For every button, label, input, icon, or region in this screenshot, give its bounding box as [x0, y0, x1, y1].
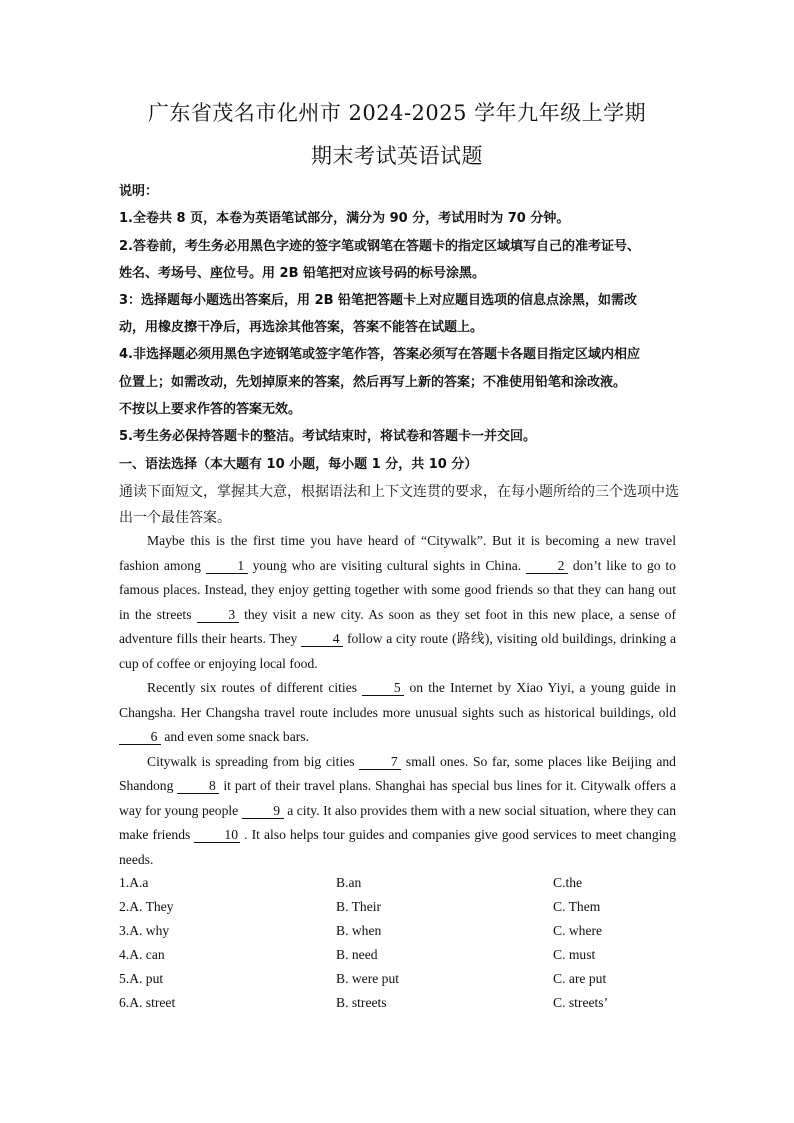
instruction-line: 1.全卷共 8 页，本卷为英语笔试部分，满分为 90 分，考试用时为 70 分钟。 — [119, 211, 570, 226]
blank-10: 10 — [194, 828, 240, 843]
passage-paragraph-3: Citywalk is spreading from big cities 7 small ones. So far, some places like Beijing and Shandong 8 it part of their travel plans. Shanghai has special bus lines for it. Citywalk offers a way for young people 9 a city. It also provides them with a new social situation, where they can make friends 10 . It also helps tour guides and companies give good services to meet changing needs. — [119, 753, 676, 867]
passage-paragraph-2: Recently six routes of different cities 5 on the Internet by Xiao Yiyi, a young guide in Changsha. Her Changsha travel route includes more unusual sights such as historical buildings, old 6 and even some snack bars. — [119, 680, 676, 744]
option-c: C. are put — [553, 971, 607, 986]
question-options-row — [119, 923, 679, 945]
blank-6: 6 — [119, 730, 161, 745]
exam-title-line2: 期末考试英语试题 — [311, 144, 483, 168]
blank-7: 7 — [359, 755, 401, 770]
exam-title-line1: 广东省茂名市化州市 2024-2025 学年九年级上学期 — [147, 101, 647, 125]
instruction-line: 4.非选择题必须用黑色字迹钢笔或签字笔作答，答案必须写在答题卡各题目指定区域内相应 — [119, 347, 640, 362]
blank-8: 8 — [177, 779, 219, 794]
option-a: 1.A.a — [119, 875, 149, 890]
option-a: 5.A. put — [119, 971, 164, 986]
reading-passage — [119, 529, 676, 872]
option-b: B. streets — [336, 995, 387, 1010]
instruction-line: 位置上；如需改动，先划掉原来的答案，然后再写上新的答案；不准使用铅笔和涂改液。 — [119, 375, 627, 390]
instruction-line: 3：选择题每小题选出答案后，用 2B 铅笔把答题卡上对应题目选项的信息点涂黑，如需改 — [119, 293, 638, 308]
blank-4: 4 — [301, 632, 343, 647]
option-a: 2.A. They — [119, 899, 174, 914]
option-c: C.the — [553, 875, 583, 890]
blank-9: 9 — [242, 804, 284, 819]
section1-heading: 一、语法选择（本大题有 10 小题，每小题 1 分，共 10 分） — [119, 457, 478, 472]
option-c: C. streets’ — [553, 995, 609, 1010]
question-options-row — [119, 875, 679, 897]
instruction-line: 2.答卷前，考生务必用黑色字迹的签字笔或钢笔在答题卡的指定区域填写自己的准考证号、 — [119, 239, 640, 254]
instruction-line: 姓名、考场号、座位号。用 2B 铅笔把对应该号码的标号涂黑。 — [119, 266, 486, 281]
instruction-line: 动，用橡皮擦干净后，再选涂其他答案，答案不能答在试题上。 — [119, 320, 484, 335]
question-options-row — [119, 995, 679, 1017]
option-b: B. were put — [336, 971, 400, 986]
blank-3: 3 — [197, 608, 239, 623]
instruction-line: 5.考生务必保持答题卡的整洁。考试结束时，将试卷和答题卡一并交回。 — [119, 429, 536, 444]
section1-directions-line: 通读下面短文，掌握其大意，根据语法和上下文连贯的要求，在每小题所给的三个选项中选 — [119, 484, 679, 500]
instruction-line: 不按以上要求作答的答案无效。 — [119, 402, 302, 417]
option-b: B. need — [336, 947, 378, 962]
question-options-row — [119, 971, 679, 993]
option-b: B. Their — [336, 899, 382, 914]
option-a: 4.A. can — [119, 947, 165, 962]
option-b: B.an — [336, 875, 362, 890]
blank-5: 5 — [362, 681, 404, 696]
blank-2: 2 — [526, 559, 568, 574]
blank-1: 1 — [206, 559, 248, 574]
passage-paragraph-1: Maybe this is the first time you have heard of “Citywalk”. But it is becoming a new travel fashion among 1 young who are visiting cultural sights in China. 2 don’t like to go to famous places. Instead, they enjoy getting together with some good friends so that they can hang out in the streets 3 they visit a new city. As soon as they set foot in this new place, a sense of adventure fills their hearts. They 4 follow a city route (路线), visiting old buildings, drinking a cup of coffee or enjoying local food. — [119, 533, 676, 671]
option-c: C. Them — [553, 899, 601, 914]
question-options-row — [119, 947, 679, 969]
question-options-row — [119, 899, 679, 921]
section1-directions-line: 出一个最佳答案。 — [119, 510, 231, 526]
option-b: B. when — [336, 923, 382, 938]
option-c: C. where — [553, 923, 603, 938]
option-a: 6.A. street — [119, 995, 176, 1010]
option-c: C. must — [553, 947, 596, 962]
option-a: 3.A. why — [119, 923, 170, 938]
instructions-heading: 说明： — [119, 184, 159, 199]
